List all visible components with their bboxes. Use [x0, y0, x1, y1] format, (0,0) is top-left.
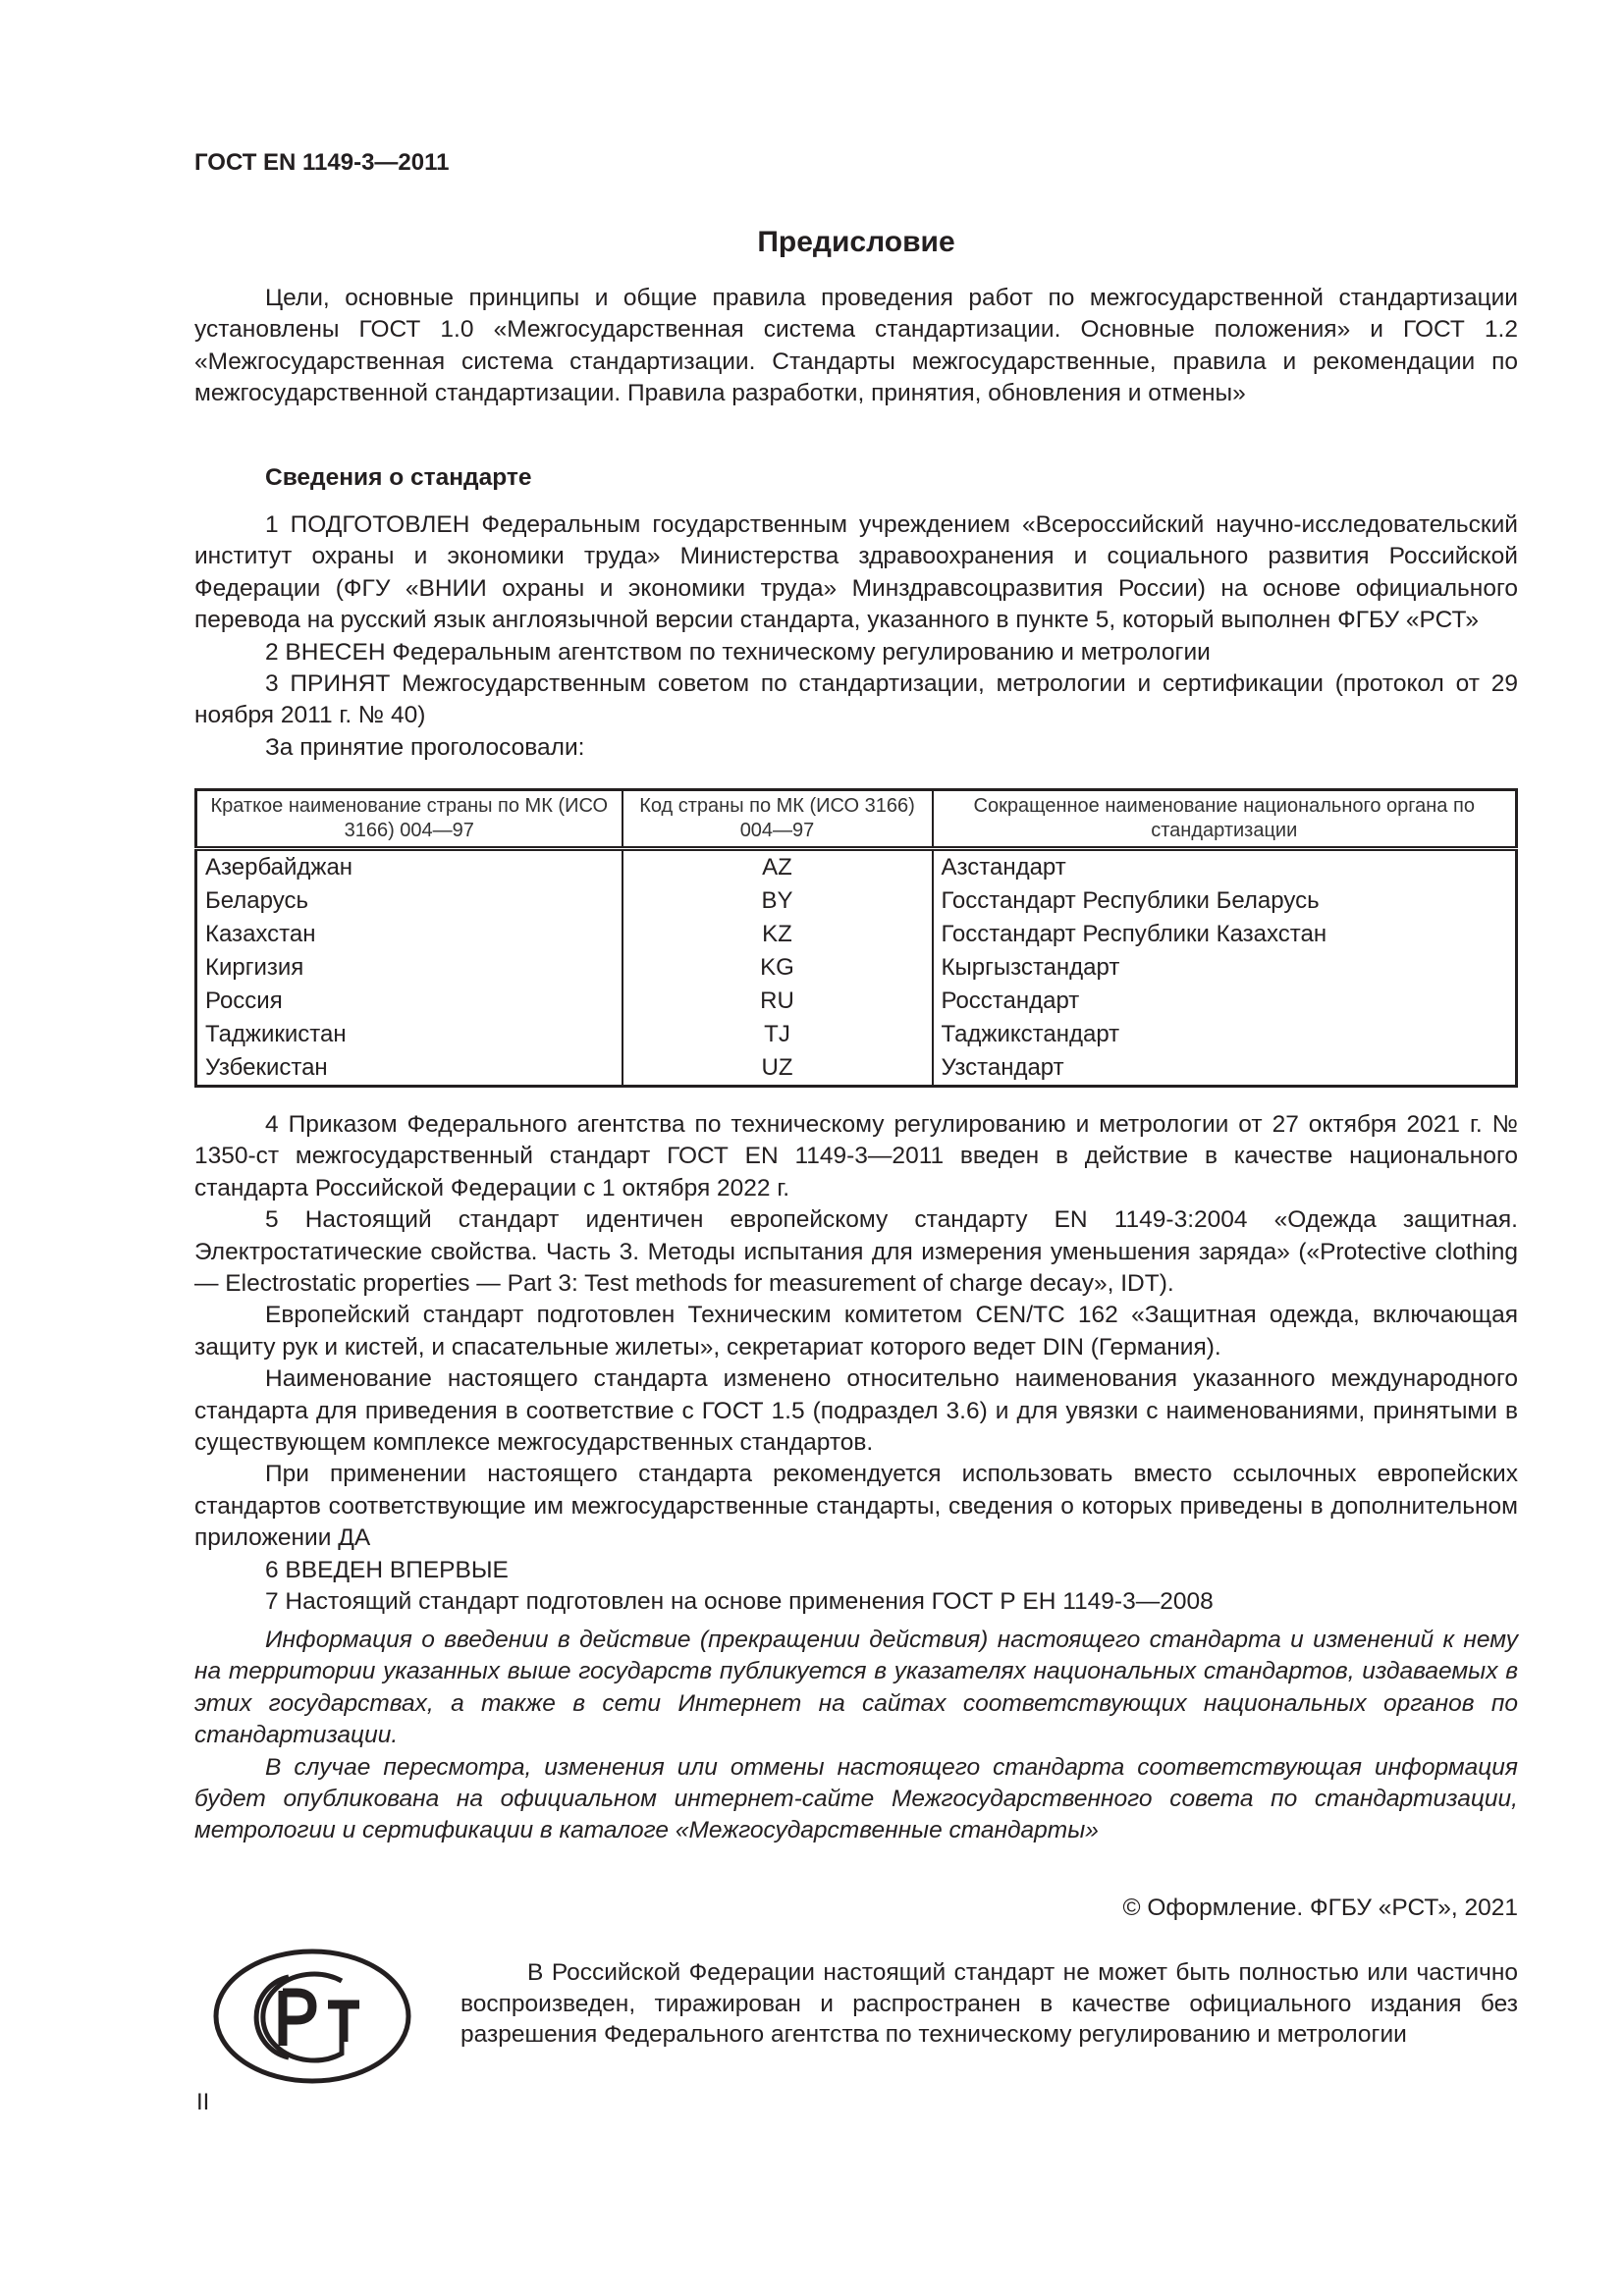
cell-country: Казахстан	[205, 921, 316, 947]
info-items	[194, 509, 1518, 764]
cell-country: Киргизия	[205, 954, 304, 981]
cell-country: Азербайджан	[205, 854, 353, 881]
info-heading: Сведения о стандарте	[265, 464, 532, 491]
cell-country: Беларусь	[205, 887, 308, 914]
column-header-body: Сокращенное наименование национального органа по стандартизации	[933, 790, 1517, 849]
cell-code: AZ	[623, 849, 933, 885]
cell-code: BY	[623, 884, 933, 918]
cell-body: Госстандарт Республики Беларусь	[933, 884, 1517, 918]
cell-body: Госстандарт Республики Казахстан	[933, 918, 1517, 951]
item-1: 1 ПОДГОТОВЛЕН Федеральным государственным учреждением «Всероссийский научно-исследовательский институт охраны и экономики труда» Министерства здравоохранения и социального развития Российской Федерации (ФГУ «ВНИИ охраны и экономики труда» Минздравсоцразвития России) на основе официального перевода на русский язык англоязычной версии стандарта, указанного в пункте 5, который выполнен ФГБУ «РСТ»	[194, 511, 1518, 634]
rst-logo-icon	[212, 1948, 412, 2085]
cell-body: Узстандарт	[933, 1051, 1517, 1087]
cell-code: RU	[623, 985, 933, 1018]
item-2: 2 ВНЕСЕН Федеральным агентством по техническому регулированию и метрологии	[265, 638, 1211, 666]
column-header-country: Краткое наименование страны по МК (ИСО 3166) 004—97	[196, 790, 623, 849]
item-7: 7 Настоящий стандарт подготовлен на основе применения ГОСТ Р ЕН 1149-3—2008	[265, 1588, 1214, 1616]
reproduction-notice	[460, 1957, 1518, 2051]
table-row	[196, 951, 1517, 985]
cell-code: TJ	[623, 1018, 933, 1051]
info-items-continued	[194, 1109, 1518, 1619]
intro-section	[194, 283, 1518, 410]
item-5-title-note: Наименование настоящего стандарта изменено относительно наименования указанного международного стандарта для приведения в соответствие с ГОСТ 1.5 (подраздел 3.6) и для увязки с наименованиями, принятыми в существующем комплексе межгосударственных стандартов.	[194, 1365, 1518, 1457]
cell-country: Узбекистан	[205, 1054, 328, 1081]
cell-country: Россия	[205, 988, 283, 1014]
voting-table	[194, 788, 1518, 1088]
column-header-code: Код страны по МК (ИСО 3166) 004—97	[623, 790, 933, 849]
table-row	[196, 918, 1517, 951]
page-number: II	[196, 2089, 210, 2115]
table-row	[196, 985, 1517, 1018]
notice-text: В Российской Федерации настоящий стандарт не может быть полностью или частично воспроизведен, тиражирован и распространен в качестве официального издания без разрешения Федерального агентства по техническому регулированию и метрологии	[460, 1959, 1518, 2048]
cell-country: Таджикистан	[205, 1021, 347, 1047]
table-row	[196, 1051, 1517, 1087]
table-row	[196, 1018, 1517, 1051]
item-6: 6 ВВЕДЕН ВПЕРВЫЕ	[265, 1556, 509, 1583]
italic-note-2: В случае пересмотра, изменения или отмены настоящего стандарта соответствующая информация будет опубликована на официальном интернет-сайте Межгосударственного совета по стандартизации, метрологии и сертификации в каталоге «Межгосударственные стандарты»	[194, 1753, 1518, 1844]
document-code: ГОСТ EN 1149-3—2011	[194, 149, 450, 176]
intro-paragraph: Цели, основные принципы и общие правила проведения работ по межгосударственной стандартизации установлены ГОСТ 1.0 «Межгосударственная система стандартизации. Основные положения» и ГОСТ 1.2 «Межгосударственная система стандартизации. Стандарты межгосударственные, правила и рекомендации по межгосударственной стандартизации. Правила разработки, принятия, обновления и отмены»	[194, 285, 1518, 407]
table-row	[196, 849, 1517, 885]
table-header-row	[196, 790, 1517, 849]
cell-body: Таджикстандарт	[933, 1018, 1517, 1051]
italic-note-1: Информация о введении в действие (прекращении действия) настоящего стандарта и изменений к нему на территории указанных выше государств публикуется в указателях национальных стандартов, издаваемых в этих государствах, а также в сети Интернет на сайтах соответствующих национальных органов по стандартизации.	[194, 1627, 1518, 1749]
item-5-references-note: При применении настоящего стандарта рекомендуется использовать вместо ссылочных европейских стандартов соответствующие им межгосударственные стандарты, сведения о которых приведены в дополнительном приложении ДА	[194, 1461, 1518, 1552]
rst-logo	[212, 1948, 412, 2090]
item-5-committee: Европейский стандарт подготовлен Техническим комитетом CEN/TC 162 «Защитная одежда, включающая защиту рук и кистей, и спасательные жилеты», секретариат которого ведет DIN (Германия).	[194, 1302, 1518, 1361]
table-row	[196, 884, 1517, 918]
item-3: 3 ПРИНЯТ Межгосударственным советом по стандартизации, метрологии и сертификации (протокол от 29 ноября 2011 г. № 40)	[194, 670, 1518, 729]
cell-code: UZ	[623, 1051, 933, 1087]
copyright: © Оформление. ФГБУ «РСТ», 2021	[1122, 1895, 1518, 1921]
page-title: Предисловие	[757, 226, 955, 258]
italic-notes	[194, 1625, 1518, 1847]
item-5: 5 Настоящий стандарт идентичен европейскому стандарту EN 1149-3:2004 «Одежда защитная. Электростатические свойства. Часть 3. Методы испытания для измерения уменьшения заряда» («Protective clothing — Electrostatic properties — Part 3: Test methods for measurement of charge decay», IDT).	[194, 1206, 1518, 1298]
cell-code: KZ	[623, 918, 933, 951]
cell-code: KG	[623, 951, 933, 985]
cell-body: Азстандарт	[933, 849, 1517, 885]
cell-body: Росстандарт	[933, 985, 1517, 1018]
cell-body: Кыргызстандарт	[933, 951, 1517, 985]
item-4: 4 Приказом Федерального агентства по техническому регулированию и метрологии от 27 октября 2021 г. № 1350-ст межгосударственный стандарт ГОСТ EN 1149-3—2011 введен в действие в качестве национального стандарта Российской Федерации с 1 октября 2022 г.	[194, 1111, 1518, 1201]
voted-label: За принятие проголосовали:	[265, 733, 585, 761]
